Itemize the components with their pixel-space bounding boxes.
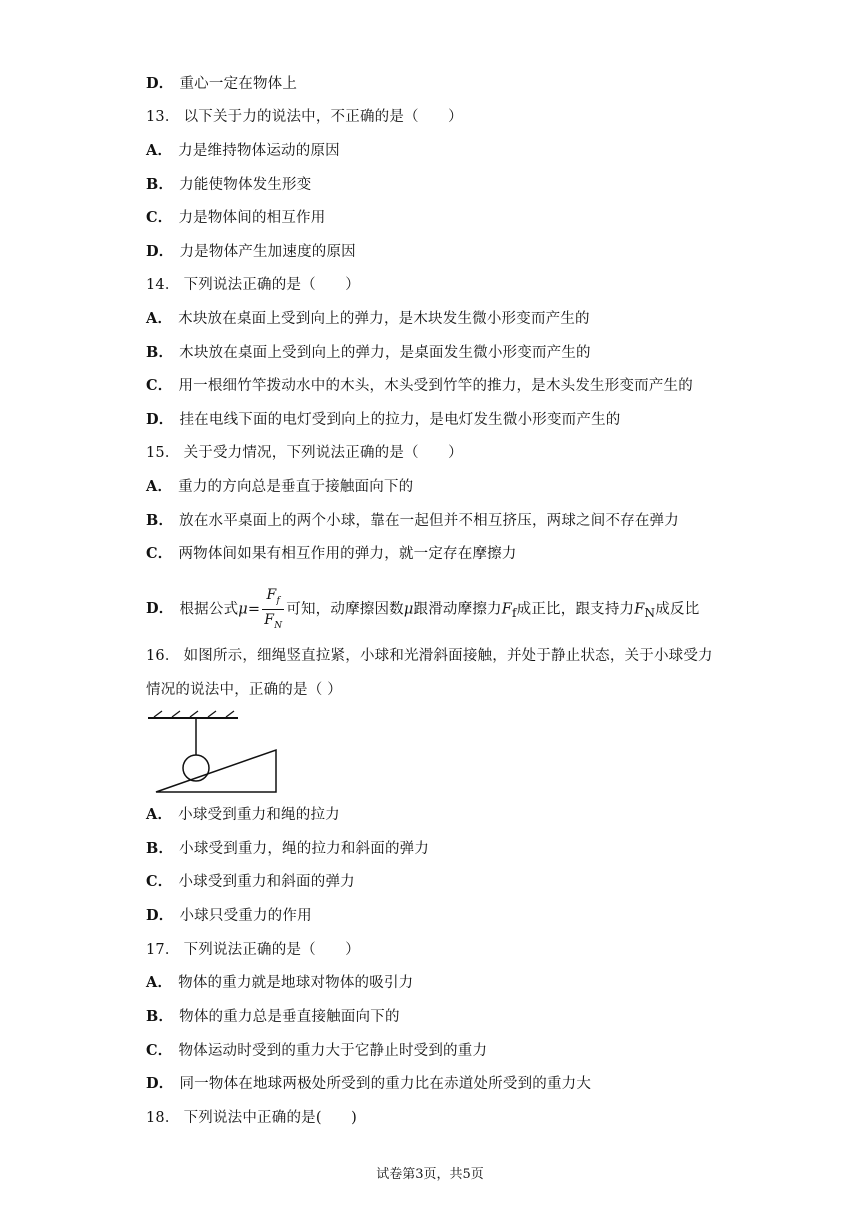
q17-option-d: D． 同一物体在地球两极处所受到的重力比在赤道处所受到的重力大 [146, 1075, 592, 1092]
q16-stem-line2: 情况的说法中，正确的是（ ） [146, 682, 342, 698]
q14-stem: 14． 下列说法正确的是（ ） [146, 277, 360, 293]
ball-on-incline-figure [146, 710, 286, 796]
q13-option-c: C． 力是物体间的相互作用 [146, 209, 326, 226]
q15-option-c: C． 两物体间如果有相互作用的弹力，就一定存在摩擦力 [146, 545, 517, 562]
q16-option-a: A． 小球受到重力和绳的拉力 [146, 806, 340, 823]
q15-option-d: D． 根据公式μ= $\frac{F_f}{F_N}$ 可知，动摩擦因数μ跟滑动摩擦力$F_f$成正比，跟支持力$F_N$成反比 [146, 587, 700, 631]
q14-option-a: A． 木块放在桌面上受到向上的弹力，是木块发生微小形变而产生的 [146, 310, 590, 327]
q15-option-a: A． 重力的方向总是垂直于接触面向下的 [146, 478, 414, 495]
q15-option-b: B． 放在水平桌面上的两个小球，靠在一起但并不相互挤压，两球之间不存在弹力 [146, 512, 679, 529]
q17-stem: 17． 下列说法正确的是（ ） [146, 942, 360, 958]
q14-option-d: D． 挂在电线下面的电灯受到向上的拉力，是电灯发生微小形变而产生的 [146, 411, 621, 428]
incline [156, 750, 276, 792]
q13-stem: 13． 以下关于力的说法中，不正确的是（ ） [146, 109, 463, 125]
q17-option-c: C． 物体运动时受到的重力大于它静止时受到的重力 [146, 1042, 488, 1059]
q17-option-a: A． 物体的重力就是地球对物体的吸引力 [146, 974, 414, 991]
ceiling-hatching [154, 711, 234, 717]
q13-option-b: B． 力能使物体发生形变 [146, 176, 312, 193]
q16-stem-line1: 16． 如图所示，细绳竖直拉紧，小球和光滑斜面接触，并处于静止状态，关于小球受力 [146, 648, 713, 664]
q16-option-d: D． 小球只受重力的作用 [146, 907, 312, 924]
q17-option-b: B． 物体的重力总是垂直接触面向下的 [146, 1008, 400, 1025]
page-footer: 试卷第3页，共5页 [376, 1167, 484, 1182]
q16-option-b: B． 小球受到重力，绳的拉力和斜面的弹力 [146, 840, 430, 857]
q18-stem: 18． 下列说法中正确的是( ) [146, 1110, 357, 1126]
q16-option-c: C． 小球受到重力和斜面的弹力 [146, 873, 355, 890]
q15-stem: 15． 关于受力情况，下列说法正确的是（ ） [146, 445, 463, 461]
q14-option-b: B． 木块放在桌面上受到向上的弹力，是桌面发生微小形变而产生的 [146, 344, 591, 361]
ball [183, 755, 209, 781]
q13-option-d: D． 力是物体产生加速度的原因 [146, 243, 356, 260]
friction-formula-fraction: $\frac{F_f}{F_N}$ [264, 587, 283, 631]
q12-option-d: D． 重心一定在物体上 [146, 75, 298, 92]
q13-option-a: A． 力是维持物体运动的原因 [146, 142, 340, 159]
q14-option-c: C． 用一根细竹竿拨动水中的木头，木头受到竹竿的推力，是木头发生形变而产生的 [146, 377, 693, 394]
